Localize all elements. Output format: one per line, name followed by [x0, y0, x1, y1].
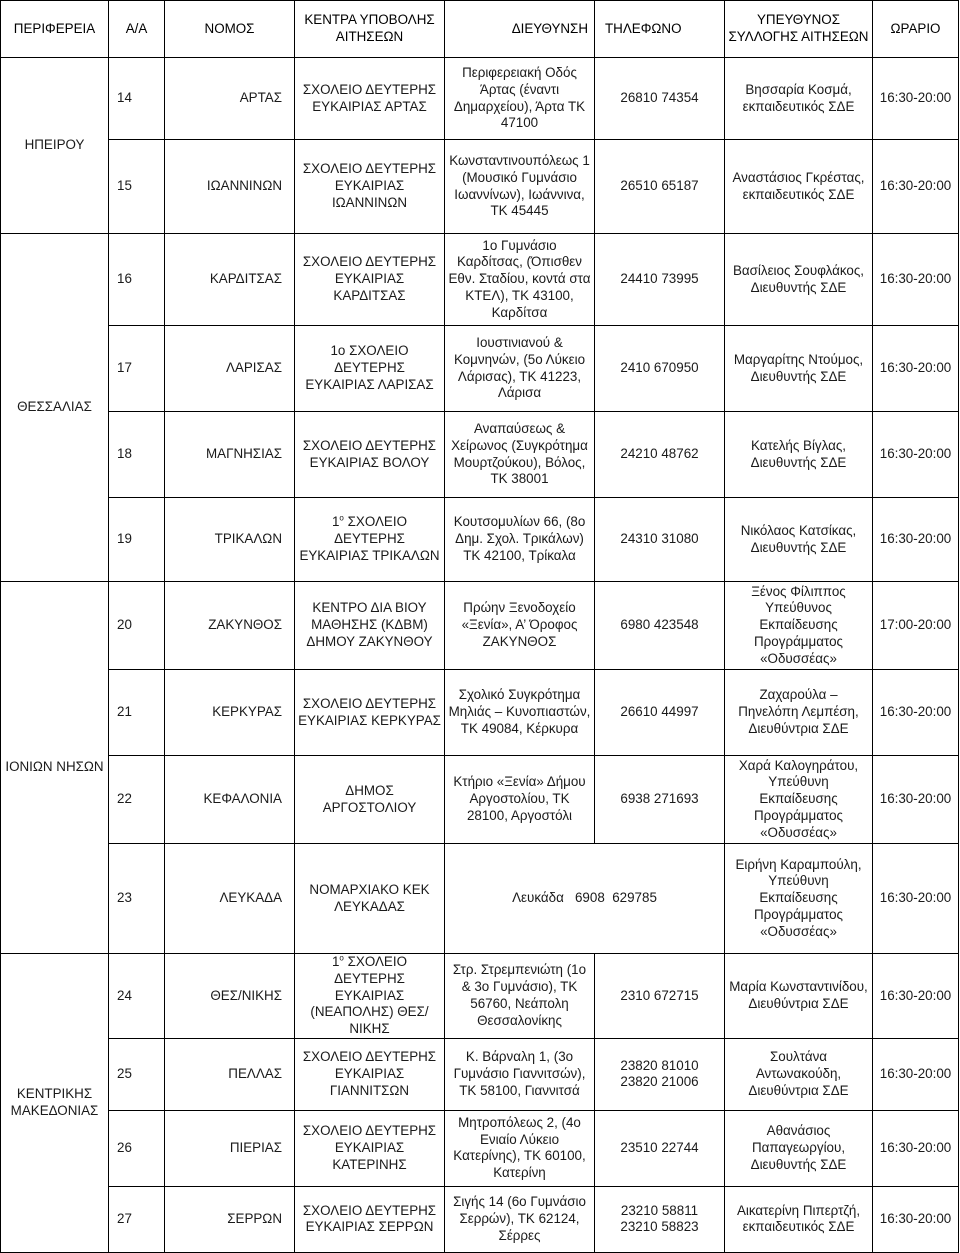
table-row — [1, 326, 959, 412]
region-cell: ΘΕΣΣΑΛΙΑΣ — [1, 234, 109, 582]
row-number: 19 — [109, 498, 165, 582]
hours: 16:30-20:00 — [873, 326, 959, 412]
address: Ιουστινιανού & Κομνηνών, (5ο Λύκειο Λάρισας), ΤΚ 41223, Λάρισα — [445, 326, 595, 412]
address: Μητροπόλεως 2, (4ο Ενιαίο Λύκειο Κατερίνης), ΤΚ 60100, Κατερίνη — [445, 1110, 595, 1186]
prefecture-name: ΛΕΥΚΑΔΑ — [165, 844, 295, 954]
row-number: 22 — [109, 756, 165, 844]
region-cell: ΚΕΝΤΡΙΚΗΣ ΜΑΚΕΔΟΝΙΑΣ — [1, 954, 109, 1253]
responsible-person: Νικόλαος Κατσίκας, Διευθυντής ΣΔΕ — [725, 498, 873, 582]
hours: 17:00-20:00 — [873, 582, 959, 670]
prefecture-name: ΘΕΣ/ΝΙΚΗΣ — [165, 954, 295, 1039]
prefecture-name: ΚΕΦΑΛΟΝΙΑ — [165, 756, 295, 844]
table-row — [1, 844, 959, 954]
row-number: 16 — [109, 234, 165, 326]
hours: 16:30-20:00 — [873, 234, 959, 326]
phone-number: 23820 81010 23820 21006 — [595, 1038, 725, 1110]
table-row — [1, 756, 959, 844]
address: Κουτσομυλίων 66, (8ο Δημ. Σχολ. Τρικάλων) ΤΚ 42100, Τρίκαλα — [445, 498, 595, 582]
prefecture-name: ΤΡΙΚΑΛΩΝ — [165, 498, 295, 582]
hours: 16:30-20:00 — [873, 844, 959, 954]
responsible-person: Χαρά Καλογηράτου, Υπεύθυνη Εκπαίδευσης Προγράμματος «Οδυσσέας» — [725, 756, 873, 844]
submission-center: ΣΧΟΛΕΙΟ ΔΕΥΤΕΡΗΣ ΕΥΚΑΙΡΙΑΣ ΚΕΡΚΥΡΑΣ — [295, 670, 445, 756]
hours: 16:30-20:00 — [873, 412, 959, 498]
phone-number: 2310 672715 — [595, 954, 725, 1039]
address: Στρ. Στρεμπενιώτη (1ο & 3ο Γυμνάσιο), ΤΚ 56760, Νεάπολη Θεσσαλονίκης — [445, 954, 595, 1039]
hours: 16:30-20:00 — [873, 756, 959, 844]
row-number: 23 — [109, 844, 165, 954]
address: Σχολικό Συγκρότημα Μηλιάς – Κυνοπιαστών, ΤΚ 49084, Κέρκυρα — [445, 670, 595, 756]
responsible-person: Ξένος Φίλιππος Υπεύθυνος Εκπαίδευσης Προγράμματος «Οδυσσέας» — [725, 582, 873, 670]
table-row — [1, 234, 959, 326]
submission-center: ΚΕΝΤΡΟ ΔΙΑ ΒΙΟΥ ΜΑΘΗΣΗΣ (ΚΔΒΜ) ΔΗΜΟΥ ΖΑΚΥΝΘΟΥ — [295, 582, 445, 670]
header-dieuthinsi: ΔΙΕΥΘΥΝΣΗ — [445, 1, 595, 58]
submission-center: ΣΧΟΛΕΙΟ ΔΕΥΤΕΡΗΣ ΕΥΚΑΙΡΙΑΣ ΓΙΑΝΝΙΤΣΩΝ — [295, 1038, 445, 1110]
hours: 16:30-20:00 — [873, 498, 959, 582]
submission-center: ΣΧΟΛΕΙΟ ΔΕΥΤΕΡΗΣ ΕΥΚΑΙΡΙΑΣ ΚΑΤΕΡΙΝΗΣ — [295, 1110, 445, 1186]
submission-center: 1ο ΣΧΟΛΕΙΟ ΔΕΥΤΕΡΗΣ ΕΥΚΑΙΡΙΑΣ ΛΑΡΙΣΑΣ — [295, 326, 445, 412]
submission-center: ΝΟΜΑΡΧΙΑΚΟ ΚΕΚ ΛΕΥΚΑΔΑΣ — [295, 844, 445, 954]
hours: 16:30-20:00 — [873, 954, 959, 1039]
address: Περιφερειακή Οδός Άρτας (έναντι Δημαρχείου), Άρτα ΤΚ 47100 — [445, 58, 595, 140]
row-number: 26 — [109, 1110, 165, 1186]
submission-center: ΣΧΟΛΕΙΟ ΔΕΥΤΕΡΗΣ ΕΥΚΑΙΡΙΑΣ ΚΑΡΔΙΤΣΑΣ — [295, 234, 445, 326]
phone-number: 23510 22744 — [595, 1110, 725, 1186]
responsible-person: Αθανάσιος Παπαγεωργίου, Διευθυντής ΣΔΕ — [725, 1110, 873, 1186]
responsible-person: Βησσαρία Κοσμά, εκπαιδευτικός ΣΔΕ — [725, 58, 873, 140]
submission-center: ΣΧΟΛΕΙΟ ΔΕΥΤΕΡΗΣ ΕΥΚΑΙΡΙΑΣ ΑΡΤΑΣ — [295, 58, 445, 140]
address: Κωνσταντινουπόλεως 1 (Μουσικό Γυμνάσιο Ιωαννίνων), Ιωάννινα, ΤΚ 45445 — [445, 140, 595, 234]
table-row — [1, 58, 959, 140]
row-number: 15 — [109, 140, 165, 234]
prefecture-name: ΛΑΡΙΣΑΣ — [165, 326, 295, 412]
header-tilefono: ΤΗΛΕΦΩΝΟ — [595, 1, 725, 58]
responsible-person: Βασίλειος Σουφλάκος, Διευθυντής ΣΔΕ — [725, 234, 873, 326]
responsible-person: Ζαχαρούλα – Πηνελόπη Λεμπέση, Διευθύντρια ΣΔΕ — [725, 670, 873, 756]
prefecture-name: ΙΩΑΝΝΙΝΩΝ — [165, 140, 295, 234]
responsible-person: Αναστάσιος Γκρέστας, εκπαιδευτικός ΣΔΕ — [725, 140, 873, 234]
prefecture-name: ΣΕΡΡΩΝ — [165, 1186, 295, 1252]
header-periferia: ΠΕΡΙΦΕΡΕΙΑ — [1, 1, 109, 58]
phone-number: 2410 670950 — [595, 326, 725, 412]
header-nomos: ΝΟΜΟΣ — [165, 1, 295, 58]
phone-number: 26610 44997 — [595, 670, 725, 756]
hours: 16:30-20:00 — [873, 58, 959, 140]
prefecture-name: ΜΑΓΝΗΣΙΑΣ — [165, 412, 295, 498]
submission-center: $1^o$ ΣΧΟΛΕΙΟ ΔΕΥΤΕΡΗΣ ΕΥΚΑΙΡΙΑΣ (ΝΕΑΠΟΛΗΣ) ΘΕΣ/ΝΙΚΗΣ — [295, 954, 445, 1039]
table-row — [1, 582, 959, 670]
prefecture-name: ΠΕΛΛΑΣ — [165, 1038, 295, 1110]
hours: 16:30-20:00 — [873, 1038, 959, 1110]
responsible-person: Ειρήνη Καραμπούλη, Υπεύθυνη Εκπαίδευσης Προγράμματος «Οδυσσέας» — [725, 844, 873, 954]
header-kentra: ΚΕΝΤΡΑ ΥΠΟΒΟΛΗΣ ΑΙΤΗΣΕΩΝ — [295, 1, 445, 58]
address: Αναπαύσεως & Χείρωνος (Συγκρότημα Μουρτζούκου), Βόλος, ΤΚ 38001 — [445, 412, 595, 498]
responsible-person: Αικατερίνη Πιπερτζή, εκπαιδευτικός ΣΔΕ — [725, 1186, 873, 1252]
prefecture-name: ΠΙΕΡΙΑΣ — [165, 1110, 295, 1186]
responsible-person: Κατελής Βίγλας, Διευθυντής ΣΔΕ — [725, 412, 873, 498]
row-number: 14 — [109, 58, 165, 140]
address-and-phone: Λευκάδα 6908 629785 — [445, 844, 725, 954]
address: Σιγής 14 (6ο Γυμνάσιο Σερρών), ΤΚ 62124, Σέρρες — [445, 1186, 595, 1252]
phone-number: 24210 48762 — [595, 412, 725, 498]
responsible-person: Σουλτάνα Αντωνακούδη, Διευθύντρια ΣΔΕ — [725, 1038, 873, 1110]
table-row — [1, 1038, 959, 1110]
responsible-person: Μαργαρίτης Ντούμος, Διευθυντής ΣΔΕ — [725, 326, 873, 412]
table-row — [1, 498, 959, 582]
header-aa: Α/Α — [109, 1, 165, 58]
region-cell: ΙΟΝΙΩΝ ΝΗΣΩΝ — [1, 582, 109, 954]
header-ypeuthinos: ΥΠΕΥΘΥΝΟΣ ΣΥΛΛΟΓΗΣ ΑΙΤΗΣΕΩΝ — [725, 1, 873, 58]
phone-number: 6938 271693 — [595, 756, 725, 844]
row-number: 27 — [109, 1186, 165, 1252]
phone-number: 6980 423548 — [595, 582, 725, 670]
phone-number: 26510 65187 — [595, 140, 725, 234]
table-row — [1, 140, 959, 234]
phone-number: 24410 73995 — [595, 234, 725, 326]
submission-center: $1^o$ ΣΧΟΛΕΙΟ ΔΕΥΤΕΡΗΣ ΕΥΚΑΙΡΙΑΣ ΤΡΙΚΑΛΩΝ — [295, 498, 445, 582]
prefecture-name: ΖΑΚΥΝΘΟΣ — [165, 582, 295, 670]
address: Κτήριο «Ξενία» Δήμου Αργοστολίου, ΤΚ 28100, Αργοστόλι — [445, 756, 595, 844]
phone-number: 26810 74354 — [595, 58, 725, 140]
table-row — [1, 1186, 959, 1252]
submission-center: ΣΧΟΛΕΙΟ ΔΕΥΤΕΡΗΣ ΕΥΚΑΙΡΙΑΣ ΒΟΛΟΥ — [295, 412, 445, 498]
row-number: 18 — [109, 412, 165, 498]
phone-number: 23210 58811 23210 58823 — [595, 1186, 725, 1252]
header-row — [1, 1, 959, 58]
row-number: 25 — [109, 1038, 165, 1110]
row-number: 20 — [109, 582, 165, 670]
submission-center: ΔΗΜΟΣ ΑΡΓΟΣΤΟΛΙΟΥ — [295, 756, 445, 844]
prefecture-name: ΑΡΤΑΣ — [165, 58, 295, 140]
table-row — [1, 412, 959, 498]
prefecture-name: ΚΑΡΔΙΤΣΑΣ — [165, 234, 295, 326]
row-number: 24 — [109, 954, 165, 1039]
phone-number: 24310 31080 — [595, 498, 725, 582]
row-number: 17 — [109, 326, 165, 412]
address: Πρώην Ξενοδοχείο «Ξενία», Α’ Όροφος ΖΑΚΥΝΘΟΣ — [445, 582, 595, 670]
table-row — [1, 1110, 959, 1186]
hours: 16:30-20:00 — [873, 1186, 959, 1252]
table-row — [1, 670, 959, 756]
submission-center: ΣΧΟΛΕΙΟ ΔΕΥΤΕΡΗΣ ΕΥΚΑΙΡΙΑΣ ΙΩΑΝΝΙΝΩΝ — [295, 140, 445, 234]
prefecture-name: ΚΕΡΚΥΡΑΣ — [165, 670, 295, 756]
table-row — [1, 954, 959, 1039]
responsible-person: Μαρία Κωνσταντινίδου, Διευθύντρια ΣΔΕ — [725, 954, 873, 1039]
hours: 16:30-20:00 — [873, 140, 959, 234]
hours: 16:30-20:00 — [873, 1110, 959, 1186]
region-cell: ΗΠΕΙΡΟΥ — [1, 58, 109, 234]
submission-center: ΣΧΟΛΕΙΟ ΔΕΥΤΕΡΗΣ ΕΥΚΑΙΡΙΑΣ ΣΕΡΡΩΝ — [295, 1186, 445, 1252]
row-number: 21 — [109, 670, 165, 756]
hours: 16:30-20:00 — [873, 670, 959, 756]
address: Κ. Βάρναλη 1, (3ο Γυμνάσιο Γιαννιτσών), ΤΚ 58100, Γιαννιτσά — [445, 1038, 595, 1110]
header-orario: ΩΡΑΡΙΟ — [873, 1, 959, 58]
address: 1ο Γυμνάσιο Καρδίτσας, (Όπισθεν Εθν. Σταδίου, κοντά στα ΚΤΕΛ), ΤΚ 43100, Καρδίτσα — [445, 234, 595, 326]
